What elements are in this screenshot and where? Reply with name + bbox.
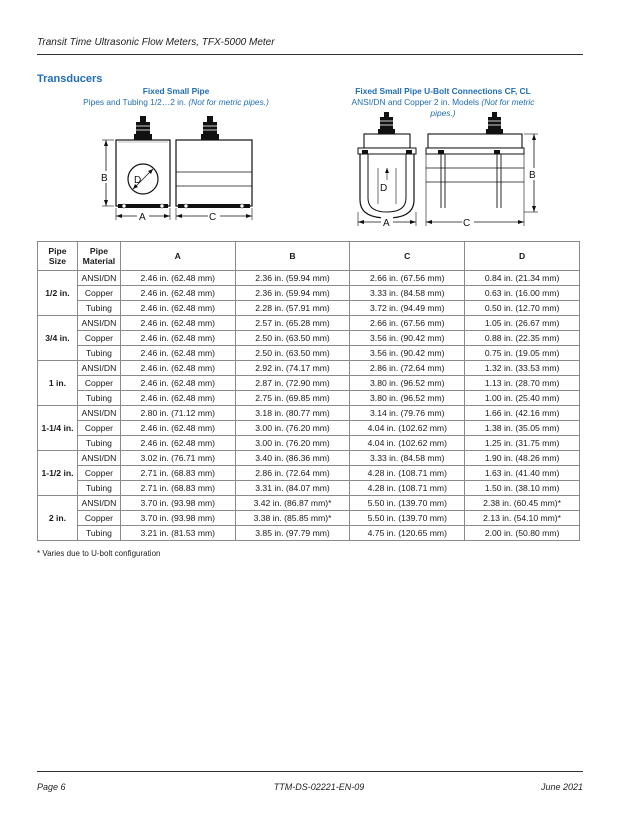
dimension-b-cell: 3.40 in. (86.36 mm)	[235, 451, 350, 466]
header-b: B	[235, 242, 350, 271]
pipe-material-cell: Tubing	[77, 301, 120, 316]
dimension-a-cell: 2.71 in. (68.83 mm)	[120, 481, 235, 496]
table-row	[38, 481, 580, 496]
table-row	[38, 286, 580, 301]
section-title: Transducers	[37, 73, 103, 85]
dimension-a-cell: 2.46 in. (62.48 mm)	[120, 421, 235, 436]
u-bolt-connection-diagram	[346, 112, 546, 230]
dimension-b-cell: 2.50 in. (63.50 mm)	[235, 331, 350, 346]
figure-note-right: (Not for metric pipes.)	[430, 97, 535, 118]
dimension-c-cell: 4.28 in. (108.71 mm)	[350, 481, 465, 496]
dimension-d-cell: 1.13 in. (28.70 mm)	[465, 376, 580, 391]
pipe-material-cell: Tubing	[77, 346, 120, 361]
dimension-c-cell: 3.80 in. (96.52 mm)	[350, 376, 465, 391]
dimension-c-cell: 4.75 in. (120.65 mm)	[350, 526, 465, 541]
footer-date: June 2021	[540, 782, 583, 792]
dimension-d-cell: 0.63 in. (16.00 mm)	[465, 286, 580, 301]
dimension-a-cell: 2.46 in. (62.48 mm)	[120, 361, 235, 376]
figure-title-left: Fixed Small Pipe	[142, 86, 210, 96]
figure-subtitle-left: Pipes and Tubing 1/2…2 in.	[83, 97, 187, 107]
figure-caption-left	[78, 86, 274, 108]
label-b-right: B	[529, 170, 536, 181]
dimension-d-cell: 0.84 in. (21.34 mm)	[465, 271, 580, 286]
pipe-material-cell: Copper	[77, 376, 120, 391]
dimension-c-cell: 3.14 in. (79.76 mm)	[350, 406, 465, 421]
dimension-d-cell: 0.88 in. (22.35 mm)	[465, 331, 580, 346]
table-row	[38, 331, 580, 346]
pipe-material-cell: Tubing	[77, 436, 120, 451]
transducer-dimensions-table	[37, 241, 580, 541]
dimension-d-cell: 1.90 in. (48.26 mm)	[465, 451, 580, 466]
table-row	[38, 361, 580, 376]
dimension-c-cell: 3.80 in. (96.52 mm)	[350, 391, 465, 406]
table-row	[38, 451, 580, 466]
table-row	[38, 376, 580, 391]
pipe-material-cell: ANSI/DN	[77, 361, 120, 376]
dimension-a-cell: 2.80 in. (71.12 mm)	[120, 406, 235, 421]
pipe-material-cell: ANSI/DN	[77, 271, 120, 286]
table-row	[38, 301, 580, 316]
table-row	[38, 436, 580, 451]
dimension-c-cell: 3.72 in. (94.49 mm)	[350, 301, 465, 316]
pipe-material-cell: ANSI/DN	[77, 406, 120, 421]
pipe-size-cell: 1-1/2 in.	[38, 451, 78, 496]
dimension-a-cell: 2.46 in. (62.48 mm)	[120, 391, 235, 406]
dimension-b-cell: 2.50 in. (63.50 mm)	[235, 346, 350, 361]
dimension-a-cell: 2.46 in. (62.48 mm)	[120, 346, 235, 361]
dimension-a-cell: 2.46 in. (62.48 mm)	[120, 271, 235, 286]
pipe-size-cell: 1 in.	[38, 361, 78, 406]
dimension-d-cell: 2.13 in. (54.10 mm)*	[465, 511, 580, 526]
table-row	[38, 346, 580, 361]
dimension-a-cell: 2.71 in. (68.83 mm)	[120, 466, 235, 481]
dimension-c-cell: 2.66 in. (67.56 mm)	[350, 316, 465, 331]
pipe-material-cell: ANSI/DN	[77, 451, 120, 466]
dimension-b-cell: 2.36 in. (59.94 mm)	[235, 286, 350, 301]
dimension-a-cell: 2.46 in. (62.48 mm)	[120, 316, 235, 331]
dimension-d-cell: 1.32 in. (33.53 mm)	[465, 361, 580, 376]
table-row	[38, 496, 580, 511]
header-a: A	[120, 242, 235, 271]
header-d: D	[465, 242, 580, 271]
dimension-b-cell: 2.87 in. (72.90 mm)	[235, 376, 350, 391]
dimension-c-cell: 4.04 in. (102.62 mm)	[350, 436, 465, 451]
dimension-d-cell: 1.05 in. (26.67 mm)	[465, 316, 580, 331]
label-d-right: D	[380, 183, 388, 194]
pipe-material-cell: ANSI/DN	[77, 496, 120, 511]
dimension-a-cell: 3.21 in. (81.53 mm)	[120, 526, 235, 541]
dimension-d-cell: 1.63 in. (41.40 mm)	[465, 466, 580, 481]
dimension-b-cell: 3.31 in. (84.07 mm)	[235, 481, 350, 496]
dimension-b-cell: 2.36 in. (59.94 mm)	[235, 271, 350, 286]
dimension-c-cell: 2.86 in. (72.64 mm)	[350, 361, 465, 376]
dimension-c-cell: 5.50 in. (139.70 mm)	[350, 496, 465, 511]
dimension-c-cell: 4.28 in. (108.71 mm)	[350, 466, 465, 481]
table-footnote: * Varies due to U-bolt configuration	[37, 549, 161, 558]
footer-page-number: Page 6	[37, 782, 66, 792]
fixed-small-pipe-diagram	[90, 116, 260, 228]
transducer-head-side-icon	[201, 116, 219, 140]
dimension-d-cell: 2.38 in. (60.45 mm)*	[465, 496, 580, 511]
dimension-b-cell: 2.57 in. (65.28 mm)	[235, 316, 350, 331]
label-a-right: A	[383, 218, 390, 229]
dimension-a-cell: 3.70 in. (93.98 mm)	[120, 496, 235, 511]
figure-note-left: (Not for metric pipes.)	[188, 97, 269, 107]
table-header-row	[38, 242, 580, 271]
pipe-material-cell: Copper	[77, 511, 120, 526]
transducer-head-ubolt-front-icon	[378, 112, 395, 134]
header-pipe-size: Pipe Size	[38, 242, 78, 271]
dimension-a-cell: 2.46 in. (62.48 mm)	[120, 286, 235, 301]
dimension-c-cell: 5.50 in. (139.70 mm)	[350, 511, 465, 526]
dimension-b-cell: 3.38 in. (85.85 mm)*	[235, 511, 350, 526]
dimension-d-cell: 1.25 in. (31.75 mm)	[465, 436, 580, 451]
dimension-d-cell: 0.75 in. (19.05 mm)	[465, 346, 580, 361]
dimension-d-cell: 0.50 in. (12.70 mm)	[465, 301, 580, 316]
dimension-c-cell: 3.33 in. (84.58 mm)	[350, 451, 465, 466]
label-b-left: B	[101, 173, 108, 184]
dimension-b-cell: 2.28 in. (57.91 mm)	[235, 301, 350, 316]
dimension-b-cell: 3.00 in. (76.20 mm)	[235, 436, 350, 451]
transducer-head-ubolt-side-icon	[486, 112, 503, 134]
footer-divider	[37, 771, 583, 772]
figure-subtitle-right: ANSI/DN and Copper 2 in. Models	[351, 97, 480, 107]
table-row	[38, 406, 580, 421]
pipe-material-cell: Copper	[77, 421, 120, 436]
dimension-b-cell: 3.00 in. (76.20 mm)	[235, 421, 350, 436]
label-a-left: A	[139, 212, 146, 223]
pipe-size-cell: 1-1/4 in.	[38, 406, 78, 451]
dimension-a-cell: 2.46 in. (62.48 mm)	[120, 331, 235, 346]
header-divider	[37, 54, 583, 55]
dimension-a-cell: 2.46 in. (62.48 mm)	[120, 376, 235, 391]
table-body	[38, 271, 580, 541]
pipe-size-cell: 2 in.	[38, 496, 78, 541]
pipe-material-cell: Tubing	[77, 481, 120, 496]
dimension-a-cell: 2.46 in. (62.48 mm)	[120, 301, 235, 316]
pipe-material-cell: Copper	[77, 286, 120, 301]
header-c: C	[350, 242, 465, 271]
dimension-d-cell: 1.38 in. (35.05 mm)	[465, 421, 580, 436]
dimension-d-cell: 1.50 in. (38.10 mm)	[465, 481, 580, 496]
label-c-left: C	[209, 212, 217, 223]
dimension-b-cell: 3.18 in. (80.77 mm)	[235, 406, 350, 421]
pipe-size-cell: 3/4 in.	[38, 316, 78, 361]
table-row	[38, 271, 580, 286]
dimension-a-cell: 3.70 in. (93.98 mm)	[120, 511, 235, 526]
table-row	[38, 511, 580, 526]
dimension-b-cell: 3.42 in. (86.87 mm)*	[235, 496, 350, 511]
dimension-c-cell: 3.33 in. (84.58 mm)	[350, 286, 465, 301]
footer-document-id: TTM-DS-02221-EN-09	[273, 782, 365, 792]
dimension-d-cell: 1.00 in. (25.40 mm)	[465, 391, 580, 406]
dimension-c-cell: 4.04 in. (102.62 mm)	[350, 421, 465, 436]
transducer-body-side	[176, 140, 252, 206]
table-row	[38, 421, 580, 436]
header-pipe-material: Pipe Material	[77, 242, 120, 271]
pipe-material-cell: ANSI/DN	[77, 316, 120, 331]
pipe-material-cell: Copper	[77, 466, 120, 481]
document-header-title: Transit Time Ultrasonic Flow Meters, TFX-5000 Meter	[37, 37, 275, 48]
dimension-c-cell: 3.56 in. (90.42 mm)	[350, 346, 465, 361]
pipe-material-cell: Tubing	[77, 526, 120, 541]
dimension-c-cell: 3.56 in. (90.42 mm)	[350, 331, 465, 346]
pipe-material-cell: Tubing	[77, 391, 120, 406]
dimension-b-cell: 3.85 in. (97.79 mm)	[235, 526, 350, 541]
table-row	[38, 316, 580, 331]
transducer-head-left-icon	[134, 116, 152, 140]
dimension-b-cell: 2.75 in. (69.85 mm)	[235, 391, 350, 406]
figure-title-right: Fixed Small Pipe U-Bolt Connections CF, CL	[355, 86, 531, 96]
dimension-d-cell: 2.00 in. (50.80 mm)	[465, 526, 580, 541]
pipe-material-cell: Copper	[77, 331, 120, 346]
label-d-left: D	[134, 175, 142, 186]
table-row	[38, 526, 580, 541]
dimension-b-cell: 2.92 in. (74.17 mm)	[235, 361, 350, 376]
dimension-c-cell: 2.66 in. (67.56 mm)	[350, 271, 465, 286]
table-row	[38, 466, 580, 481]
dimension-b-cell: 2.86 in. (72.64 mm)	[235, 466, 350, 481]
label-c-right: C	[463, 218, 471, 229]
dimension-d-cell: 1.66 in. (42.16 mm)	[465, 406, 580, 421]
dimension-a-cell: 3.02 in. (76.71 mm)	[120, 451, 235, 466]
pipe-size-cell: 1/2 in.	[38, 271, 78, 316]
dimension-a-cell: 2.46 in. (62.48 mm)	[120, 436, 235, 451]
table-row	[38, 391, 580, 406]
